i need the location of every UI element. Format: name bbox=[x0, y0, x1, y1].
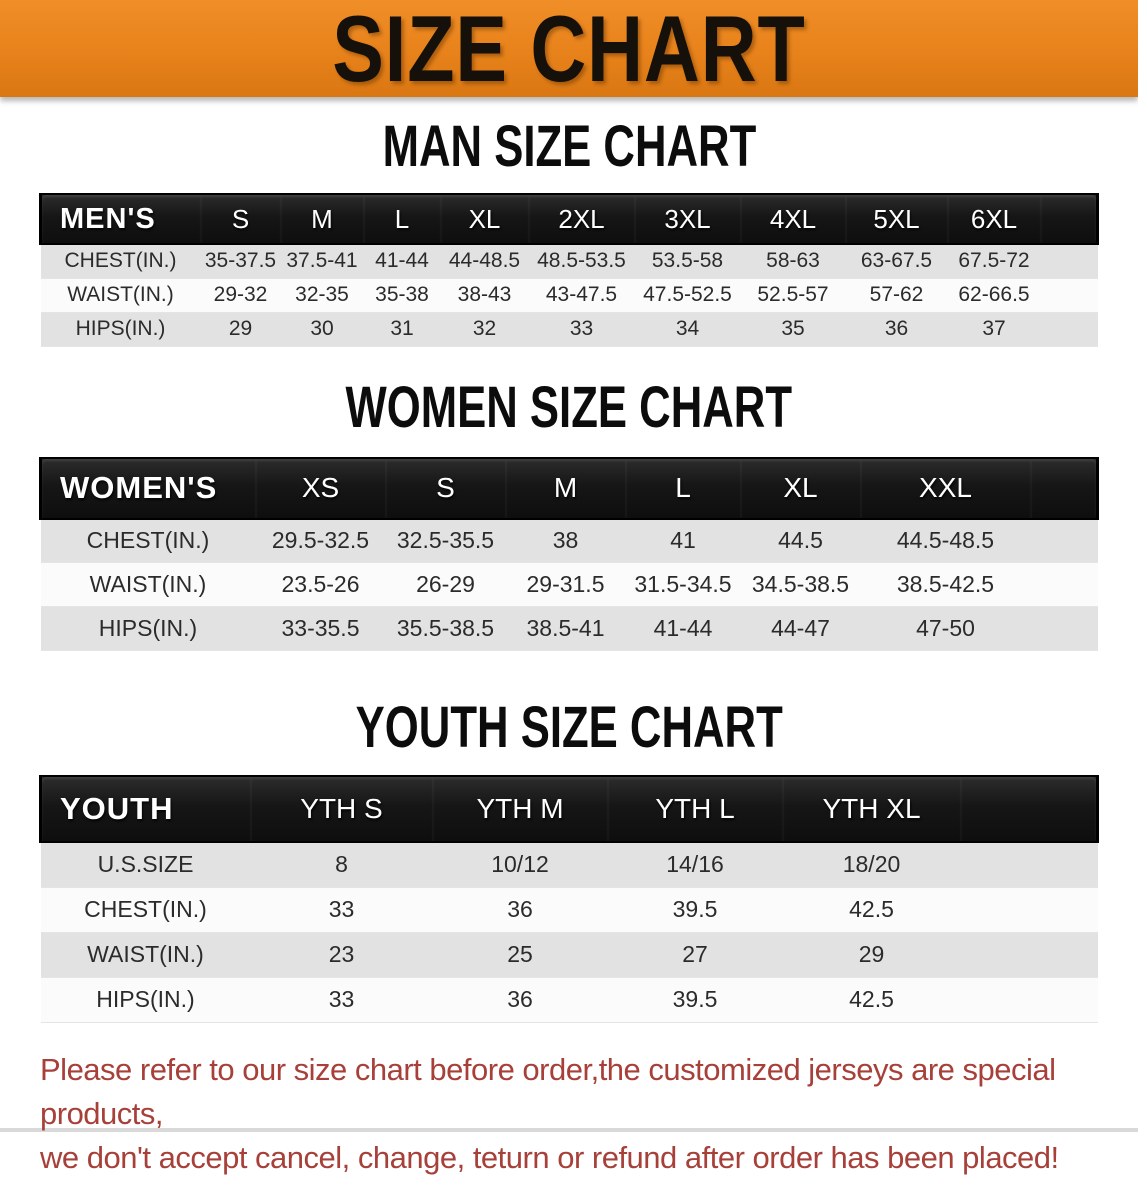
men-size-value-cell: 43-47.5 bbox=[529, 278, 635, 312]
youth-measure-row bbox=[41, 887, 1098, 932]
disclaimer-note bbox=[40, 1048, 1118, 1180]
women-row-label: CHEST(IN.) bbox=[41, 519, 256, 563]
women-section-heading bbox=[0, 375, 1138, 440]
youth-size-value-cell: 10/12 bbox=[433, 842, 608, 887]
women-size-value-cell: 44-47 bbox=[741, 607, 861, 651]
men-size-column-header: 4XL bbox=[741, 194, 846, 244]
youth-row-filler bbox=[961, 932, 1098, 977]
men-size-value-cell: 35 bbox=[741, 312, 846, 346]
youth-size-value-cell: 42.5 bbox=[783, 887, 961, 932]
men-size-section bbox=[0, 114, 1138, 347]
men-size-value-cell: 33 bbox=[529, 312, 635, 346]
disclaimer-line-1: Please refer to our size chart before order,the customized jerseys are special products, bbox=[40, 1051, 1056, 1131]
size-chart-banner bbox=[0, 0, 1138, 101]
women-size-value-cell: 38 bbox=[506, 519, 626, 563]
men-size-value-cell: 58-63 bbox=[741, 244, 846, 278]
women-row-label: WAIST(IN.) bbox=[41, 563, 256, 607]
men-size-column-header: 6XL bbox=[948, 194, 1041, 244]
women-size-value-cell: 34.5-38.5 bbox=[741, 563, 861, 607]
youth-section-heading bbox=[0, 695, 1138, 761]
men-size-value-cell: 30 bbox=[281, 312, 364, 346]
men-size-value-cell: 52.5-57 bbox=[741, 278, 846, 312]
men-row-filler bbox=[1041, 278, 1098, 312]
men-size-value-cell: 29-32 bbox=[201, 278, 281, 312]
men-size-value-cell: 38-43 bbox=[441, 278, 529, 312]
women-measure-row bbox=[41, 563, 1098, 607]
youth-row-filler bbox=[961, 842, 1098, 887]
women-size-value-cell: 44.5-48.5 bbox=[861, 519, 1031, 563]
women-size-column-header: XXL bbox=[861, 458, 1031, 519]
women-row-filler bbox=[1031, 519, 1098, 563]
women-size-value-cell: 38.5-41 bbox=[506, 607, 626, 651]
youth-size-value-cell: 42.5 bbox=[783, 977, 961, 1022]
men-size-column-header: S bbox=[201, 194, 281, 244]
men-row-label: HIPS(IN.) bbox=[41, 312, 201, 346]
men-size-value-cell: 41-44 bbox=[364, 244, 441, 278]
men-size-column-header: XL bbox=[441, 194, 529, 244]
youth-row-filler bbox=[961, 887, 1098, 932]
youth-size-value-cell: 39.5 bbox=[608, 977, 783, 1022]
men-size-value-cell: 48.5-53.5 bbox=[529, 244, 635, 278]
men-size-value-cell: 63-67.5 bbox=[846, 244, 948, 278]
youth-size-value-cell: 27 bbox=[608, 932, 783, 977]
youth-size-value-cell: 23 bbox=[251, 932, 433, 977]
women-size-value-cell: 32.5-35.5 bbox=[386, 519, 506, 563]
women-size-value-cell: 23.5-26 bbox=[256, 563, 386, 607]
youth-size-column-header: YTH S bbox=[251, 776, 433, 842]
men-size-table bbox=[39, 193, 1099, 347]
youth-row-filler bbox=[961, 977, 1098, 1022]
women-size-value-cell: 26-29 bbox=[386, 563, 506, 607]
youth-size-value-cell: 29 bbox=[783, 932, 961, 977]
men-size-value-cell: 57-62 bbox=[846, 278, 948, 312]
youth-row-label: U.S.SIZE bbox=[41, 842, 251, 887]
women-row-filler bbox=[1031, 563, 1098, 607]
men-size-value-cell: 35-37.5 bbox=[201, 244, 281, 278]
youth-size-value-cell: 8 bbox=[251, 842, 433, 887]
men-size-value-cell: 47.5-52.5 bbox=[635, 278, 741, 312]
women-measure-row bbox=[41, 519, 1098, 563]
women-size-value-cell: 44.5 bbox=[741, 519, 861, 563]
youth-size-column-header: YTH L bbox=[608, 776, 783, 842]
youth-measure-row bbox=[41, 977, 1098, 1022]
women-header-row bbox=[41, 458, 1098, 519]
women-size-column-header: L bbox=[626, 458, 741, 519]
youth-row-label: WAIST(IN.) bbox=[41, 932, 251, 977]
men-header-filler bbox=[1041, 194, 1098, 244]
men-measure-row bbox=[41, 278, 1098, 312]
women-header-filler bbox=[1031, 458, 1098, 519]
men-size-value-cell: 53.5-58 bbox=[635, 244, 741, 278]
youth-size-value-cell: 36 bbox=[433, 977, 608, 1022]
men-row-label: CHEST(IN.) bbox=[41, 244, 201, 278]
youth-size-value-cell: 25 bbox=[433, 932, 608, 977]
men-section-heading bbox=[0, 114, 1138, 180]
men-size-value-cell: 37 bbox=[948, 312, 1041, 346]
youth-measure-row bbox=[41, 932, 1098, 977]
men-size-column-header: 5XL bbox=[846, 194, 948, 244]
youth-size-column-header: YTH M bbox=[433, 776, 608, 842]
women-size-value-cell: 47-50 bbox=[861, 607, 1031, 651]
men-size-value-cell: 67.5-72 bbox=[948, 244, 1041, 278]
youth-size-value-cell: 14/16 bbox=[608, 842, 783, 887]
youth-section-heading-text: YOUTH SIZE CHART bbox=[355, 695, 783, 761]
men-size-value-cell: 29 bbox=[201, 312, 281, 346]
women-size-section bbox=[0, 375, 1138, 652]
men-measure-row bbox=[41, 244, 1098, 278]
women-size-value-cell: 35.5-38.5 bbox=[386, 607, 506, 651]
youth-row-label: HIPS(IN.) bbox=[41, 977, 251, 1022]
youth-size-value-cell: 36 bbox=[433, 887, 608, 932]
men-row-label: WAIST(IN.) bbox=[41, 278, 201, 312]
youth-size-value-cell: 33 bbox=[251, 977, 433, 1022]
men-row-filler bbox=[1041, 244, 1098, 278]
women-size-value-cell: 41-44 bbox=[626, 607, 741, 651]
youth-size-table bbox=[39, 775, 1099, 1023]
men-size-column-header: M bbox=[281, 194, 364, 244]
men-size-column-header: L bbox=[364, 194, 441, 244]
men-size-value-cell: 32-35 bbox=[281, 278, 364, 312]
men-size-value-cell: 44-48.5 bbox=[441, 244, 529, 278]
youth-header-filler bbox=[961, 776, 1098, 842]
women-size-column-header: XL bbox=[741, 458, 861, 519]
men-measure-row bbox=[41, 312, 1098, 346]
men-header-row bbox=[41, 194, 1098, 244]
men-size-value-cell: 32 bbox=[441, 312, 529, 346]
men-size-value-cell: 35-38 bbox=[364, 278, 441, 312]
men-size-value-cell: 36 bbox=[846, 312, 948, 346]
women-size-column-header: S bbox=[386, 458, 506, 519]
banner-title: SIZE CHART bbox=[332, 0, 806, 101]
men-corner-label: MEN'S bbox=[41, 194, 201, 244]
men-size-value-cell: 31 bbox=[364, 312, 441, 346]
youth-size-value-cell: 33 bbox=[251, 887, 433, 932]
men-size-column-header: 3XL bbox=[635, 194, 741, 244]
youth-header-row bbox=[41, 776, 1098, 842]
men-row-filler bbox=[1041, 312, 1098, 346]
women-size-column-header: XS bbox=[256, 458, 386, 519]
youth-corner-label: YOUTH bbox=[41, 776, 251, 842]
youth-size-column-header: YTH XL bbox=[783, 776, 961, 842]
youth-size-value-cell: 39.5 bbox=[608, 887, 783, 932]
women-size-value-cell: 33-35.5 bbox=[256, 607, 386, 651]
men-size-value-cell: 34 bbox=[635, 312, 741, 346]
women-size-value-cell: 41 bbox=[626, 519, 741, 563]
men-section-heading-text: MAN SIZE CHART bbox=[382, 114, 756, 180]
women-measure-row bbox=[41, 607, 1098, 651]
men-size-value-cell: 62-66.5 bbox=[948, 278, 1041, 312]
women-section-heading-text: WOMEN SIZE CHART bbox=[345, 375, 793, 440]
youth-size-section bbox=[0, 695, 1138, 1023]
women-size-value-cell: 29.5-32.5 bbox=[256, 519, 386, 563]
men-size-column-header: 2XL bbox=[529, 194, 635, 244]
women-corner-label: WOMEN'S bbox=[41, 458, 256, 519]
size-chart-sections bbox=[0, 114, 1138, 1023]
youth-row-label: CHEST(IN.) bbox=[41, 887, 251, 932]
women-size-column-header: M bbox=[506, 458, 626, 519]
women-size-value-cell: 38.5-42.5 bbox=[861, 563, 1031, 607]
youth-size-value-cell: 18/20 bbox=[783, 842, 961, 887]
women-size-value-cell: 31.5-34.5 bbox=[626, 563, 741, 607]
women-size-value-cell: 29-31.5 bbox=[506, 563, 626, 607]
men-size-value-cell: 37.5-41 bbox=[281, 244, 364, 278]
disclaimer-line-2: we don't accept cancel, change, teturn or refund after order has been placed! bbox=[40, 1139, 1059, 1175]
women-row-filler bbox=[1031, 607, 1098, 651]
women-row-label: HIPS(IN.) bbox=[41, 607, 256, 651]
women-size-table bbox=[39, 457, 1099, 652]
youth-measure-row bbox=[41, 842, 1098, 887]
